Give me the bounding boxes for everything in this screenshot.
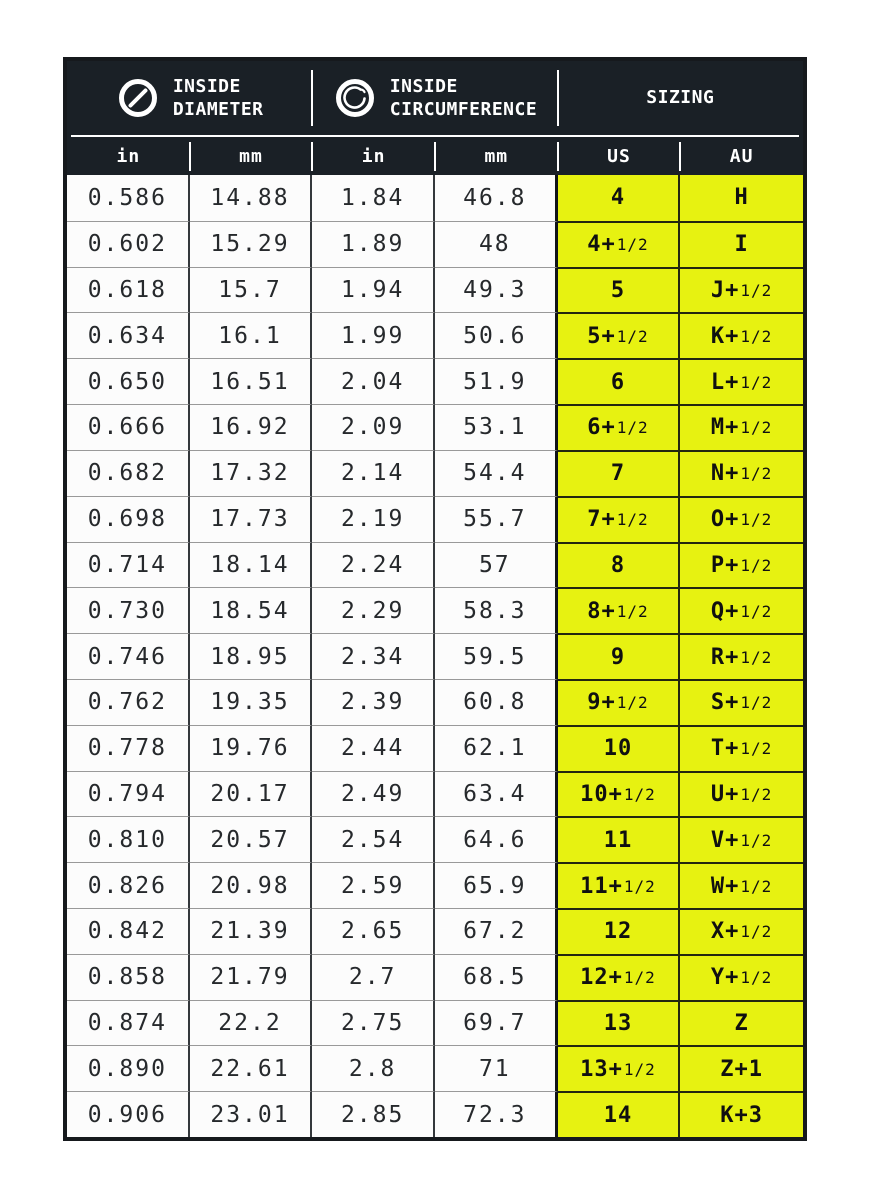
cell-size-us: 9 xyxy=(558,633,681,679)
cell-diameter-mm: 20.57 xyxy=(190,816,313,862)
cell-size-au: R+ 1/2 xyxy=(680,633,803,679)
cell-size-us: 9+ 1/2 xyxy=(558,679,681,725)
table-row xyxy=(67,633,803,679)
cell-diameter-in: 0.874 xyxy=(67,1000,190,1046)
cell-size-us: 12 xyxy=(558,908,681,954)
cell-circumference-in: 2.14 xyxy=(312,450,435,496)
cell-size-us: 11+ 1/2 xyxy=(558,862,681,908)
header-label-sizing: SIZING xyxy=(646,87,715,109)
cell-diameter-mm: 18.14 xyxy=(190,542,313,588)
header-title-row xyxy=(67,61,803,135)
cell-diameter-in: 0.586 xyxy=(67,175,190,221)
cell-diameter-mm: 17.32 xyxy=(190,450,313,496)
cell-size-au: W+ 1/2 xyxy=(680,862,803,908)
column-header-label: mm xyxy=(239,145,263,167)
cell-size-au: J+ 1/2 xyxy=(680,267,803,313)
cell-circumference-in: 2.19 xyxy=(312,496,435,542)
cell-diameter-mm: 19.76 xyxy=(190,725,313,771)
cell-diameter-in: 0.762 xyxy=(67,679,190,725)
cell-size-us: 8 xyxy=(558,542,681,588)
table-header xyxy=(67,61,803,175)
cell-diameter-in: 0.666 xyxy=(67,404,190,450)
cell-circumference-mm: 57 xyxy=(435,542,558,588)
table-row xyxy=(67,404,803,450)
separator xyxy=(434,142,436,171)
cell-size-au: U+ 1/2 xyxy=(680,771,803,817)
cell-size-au: K+ 1/2 xyxy=(680,312,803,358)
cell-size-us: 14 xyxy=(558,1091,681,1137)
column-header-us-size xyxy=(558,137,681,175)
cell-diameter-mm: 14.88 xyxy=(190,175,313,221)
cell-circumference-mm: 72.3 xyxy=(435,1091,558,1137)
cell-size-us: 11 xyxy=(558,816,681,862)
separator xyxy=(557,70,559,126)
table-row xyxy=(67,1091,803,1137)
cell-circumference-in: 2.09 xyxy=(312,404,435,450)
table-row xyxy=(67,312,803,358)
cell-circumference-mm: 68.5 xyxy=(435,954,558,1000)
column-header-label: in xyxy=(361,145,386,167)
column-header-label: AU xyxy=(729,145,754,167)
cell-diameter-in: 0.810 xyxy=(67,816,190,862)
cell-size-us: 5+ 1/2 xyxy=(558,312,681,358)
cell-diameter-mm: 21.39 xyxy=(190,908,313,954)
table-row xyxy=(67,496,803,542)
cell-diameter-in: 0.714 xyxy=(67,542,190,588)
cell-circumference-mm: 48 xyxy=(435,221,558,267)
cell-circumference-in: 2.85 xyxy=(312,1091,435,1137)
cell-circumference-mm: 51.9 xyxy=(435,358,558,404)
column-header-circumference-in xyxy=(312,137,435,175)
cell-diameter-in: 0.634 xyxy=(67,312,190,358)
column-header-diameter-mm xyxy=(190,137,313,175)
header-label-inside-circumference: INSIDE CIRCUMFERENCE xyxy=(389,75,538,120)
cell-diameter-mm: 22.61 xyxy=(190,1045,313,1091)
table-row xyxy=(67,587,803,633)
circumference-icon xyxy=(333,76,377,120)
table-row xyxy=(67,725,803,771)
cell-size-au: T+ 1/2 xyxy=(680,725,803,771)
cell-circumference-in: 2.44 xyxy=(312,725,435,771)
cell-circumference-mm: 69.7 xyxy=(435,1000,558,1046)
column-header-label: mm xyxy=(484,145,509,167)
table-row xyxy=(67,221,803,267)
cell-circumference-in: 2.24 xyxy=(312,542,435,588)
ring-size-table xyxy=(63,57,807,1141)
column-header-circumference-mm xyxy=(435,137,558,175)
table-row xyxy=(67,954,803,1000)
cell-diameter-mm: 23.01 xyxy=(190,1091,313,1137)
cell-circumference-mm: 46.8 xyxy=(435,175,558,221)
cell-size-us: 13+ 1/2 xyxy=(558,1045,681,1091)
cell-diameter-in: 0.746 xyxy=(67,633,190,679)
cell-size-us: 4 xyxy=(558,175,681,221)
cell-size-au: X+ 1/2 xyxy=(680,908,803,954)
cell-circumference-in: 2.59 xyxy=(312,862,435,908)
cell-size-au: V+ 1/2 xyxy=(680,816,803,862)
cell-circumference-in: 2.39 xyxy=(312,679,435,725)
table-row xyxy=(67,450,803,496)
cell-diameter-mm: 20.98 xyxy=(190,862,313,908)
cell-circumference-mm: 64.6 xyxy=(435,816,558,862)
cell-diameter-in: 0.602 xyxy=(67,221,190,267)
cell-diameter-in: 0.858 xyxy=(67,954,190,1000)
cell-diameter-in: 0.698 xyxy=(67,496,190,542)
cell-size-au: K+3 xyxy=(680,1091,803,1137)
cell-size-au: M+ 1/2 xyxy=(680,404,803,450)
table-row xyxy=(67,1000,803,1046)
cell-circumference-in: 2.8 xyxy=(312,1045,435,1091)
cell-circumference-in: 1.84 xyxy=(312,175,435,221)
cell-size-au: I xyxy=(680,221,803,267)
cell-diameter-mm: 15.29 xyxy=(190,221,313,267)
table-row xyxy=(67,908,803,954)
cell-size-au: Z xyxy=(680,1000,803,1046)
cell-circumference-mm: 60.8 xyxy=(435,679,558,725)
header-units-row xyxy=(67,137,803,175)
cell-diameter-in: 0.618 xyxy=(67,267,190,313)
cell-diameter-mm: 17.73 xyxy=(190,496,313,542)
header-label-inside-diameter: INSIDE DIAMETER xyxy=(172,75,264,120)
table-row xyxy=(67,358,803,404)
cell-circumference-in: 2.75 xyxy=(312,1000,435,1046)
separator xyxy=(557,142,559,171)
cell-diameter-mm: 18.54 xyxy=(190,587,313,633)
cell-diameter-in: 0.682 xyxy=(67,450,190,496)
cell-circumference-mm: 55.7 xyxy=(435,496,558,542)
table-row xyxy=(67,267,803,313)
cell-circumference-in: 2.04 xyxy=(312,358,435,404)
cell-size-au: N+ 1/2 xyxy=(680,450,803,496)
cell-diameter-mm: 18.95 xyxy=(190,633,313,679)
cell-size-au: Q+ 1/2 xyxy=(680,587,803,633)
cell-size-au: L+ 1/2 xyxy=(680,358,803,404)
header-section-inside-circumference xyxy=(312,61,557,135)
cell-size-us: 7+ 1/2 xyxy=(558,496,681,542)
cell-diameter-mm: 16.1 xyxy=(190,312,313,358)
table-body xyxy=(67,175,803,1137)
cell-size-au: P+ 1/2 xyxy=(680,542,803,588)
cell-circumference-mm: 59.5 xyxy=(435,633,558,679)
diameter-icon xyxy=(116,76,160,120)
cell-size-us: 10+ 1/2 xyxy=(558,771,681,817)
column-header-label: US xyxy=(607,145,631,167)
cell-circumference-mm: 67.2 xyxy=(435,908,558,954)
separator xyxy=(679,142,681,171)
cell-circumference-mm: 62.1 xyxy=(435,725,558,771)
cell-circumference-mm: 53.1 xyxy=(435,404,558,450)
cell-diameter-mm: 15.7 xyxy=(190,267,313,313)
table-row xyxy=(67,175,803,221)
cell-circumference-mm: 58.3 xyxy=(435,587,558,633)
cell-circumference-in: 2.7 xyxy=(312,954,435,1000)
cell-size-us: 10 xyxy=(558,725,681,771)
cell-diameter-in: 0.890 xyxy=(67,1045,190,1091)
cell-diameter-mm: 16.92 xyxy=(190,404,313,450)
cell-size-au: Y+ 1/2 xyxy=(680,954,803,1000)
cell-diameter-in: 0.650 xyxy=(67,358,190,404)
cell-circumference-mm: 50.6 xyxy=(435,312,558,358)
cell-size-us: 6+ 1/2 xyxy=(558,404,681,450)
cell-diameter-mm: 22.2 xyxy=(190,1000,313,1046)
cell-size-us: 8+ 1/2 xyxy=(558,587,681,633)
separator xyxy=(311,70,313,126)
cell-circumference-in: 2.65 xyxy=(312,908,435,954)
table-row xyxy=(67,542,803,588)
cell-circumference-in: 2.29 xyxy=(312,587,435,633)
cell-diameter-mm: 20.17 xyxy=(190,771,313,817)
cell-size-us: 12+ 1/2 xyxy=(558,954,681,1000)
separator xyxy=(189,142,191,171)
table-row xyxy=(67,679,803,725)
cell-diameter-mm: 16.51 xyxy=(190,358,313,404)
cell-circumference-mm: 71 xyxy=(435,1045,558,1091)
cell-diameter-mm: 19.35 xyxy=(190,679,313,725)
cell-circumference-in: 1.99 xyxy=(312,312,435,358)
cell-size-us: 13 xyxy=(558,1000,681,1046)
cell-circumference-mm: 54.4 xyxy=(435,450,558,496)
column-header-au-size xyxy=(680,137,803,175)
cell-size-us: 7 xyxy=(558,450,681,496)
cell-circumference-mm: 49.3 xyxy=(435,267,558,313)
table-row xyxy=(67,1045,803,1091)
table-row xyxy=(67,862,803,908)
cell-size-us: 6 xyxy=(558,358,681,404)
cell-circumference-mm: 63.4 xyxy=(435,771,558,817)
cell-circumference-in: 1.94 xyxy=(312,267,435,313)
cell-circumference-in: 2.34 xyxy=(312,633,435,679)
column-header-diameter-in: in xyxy=(116,145,141,167)
cell-size-au: S+ 1/2 xyxy=(680,679,803,725)
cell-size-au: O+ 1/2 xyxy=(680,496,803,542)
table-row xyxy=(67,816,803,862)
cell-diameter-mm: 21.79 xyxy=(190,954,313,1000)
cell-circumference-in: 1.89 xyxy=(312,221,435,267)
header-section-inside-diameter xyxy=(67,61,312,135)
cell-diameter-in: 0.842 xyxy=(67,908,190,954)
cell-circumference-in: 2.54 xyxy=(312,816,435,862)
cell-diameter-in: 0.906 xyxy=(67,1091,190,1137)
table-row xyxy=(67,771,803,817)
cell-size-au: Z+1 xyxy=(680,1045,803,1091)
header-section-sizing xyxy=(558,61,803,135)
cell-diameter-in: 0.826 xyxy=(67,862,190,908)
cell-circumference-mm: 65.9 xyxy=(435,862,558,908)
cell-diameter-in: 0.794 xyxy=(67,771,190,817)
cell-circumference-in: 2.49 xyxy=(312,771,435,817)
cell-size-us: 5 xyxy=(558,267,681,313)
separator xyxy=(311,142,313,171)
cell-diameter-in: 0.730 xyxy=(67,587,190,633)
cell-diameter-in: 0.778 xyxy=(67,725,190,771)
cell-size-us: 4+ 1/2 xyxy=(558,221,681,267)
cell-size-au: H xyxy=(680,175,803,221)
